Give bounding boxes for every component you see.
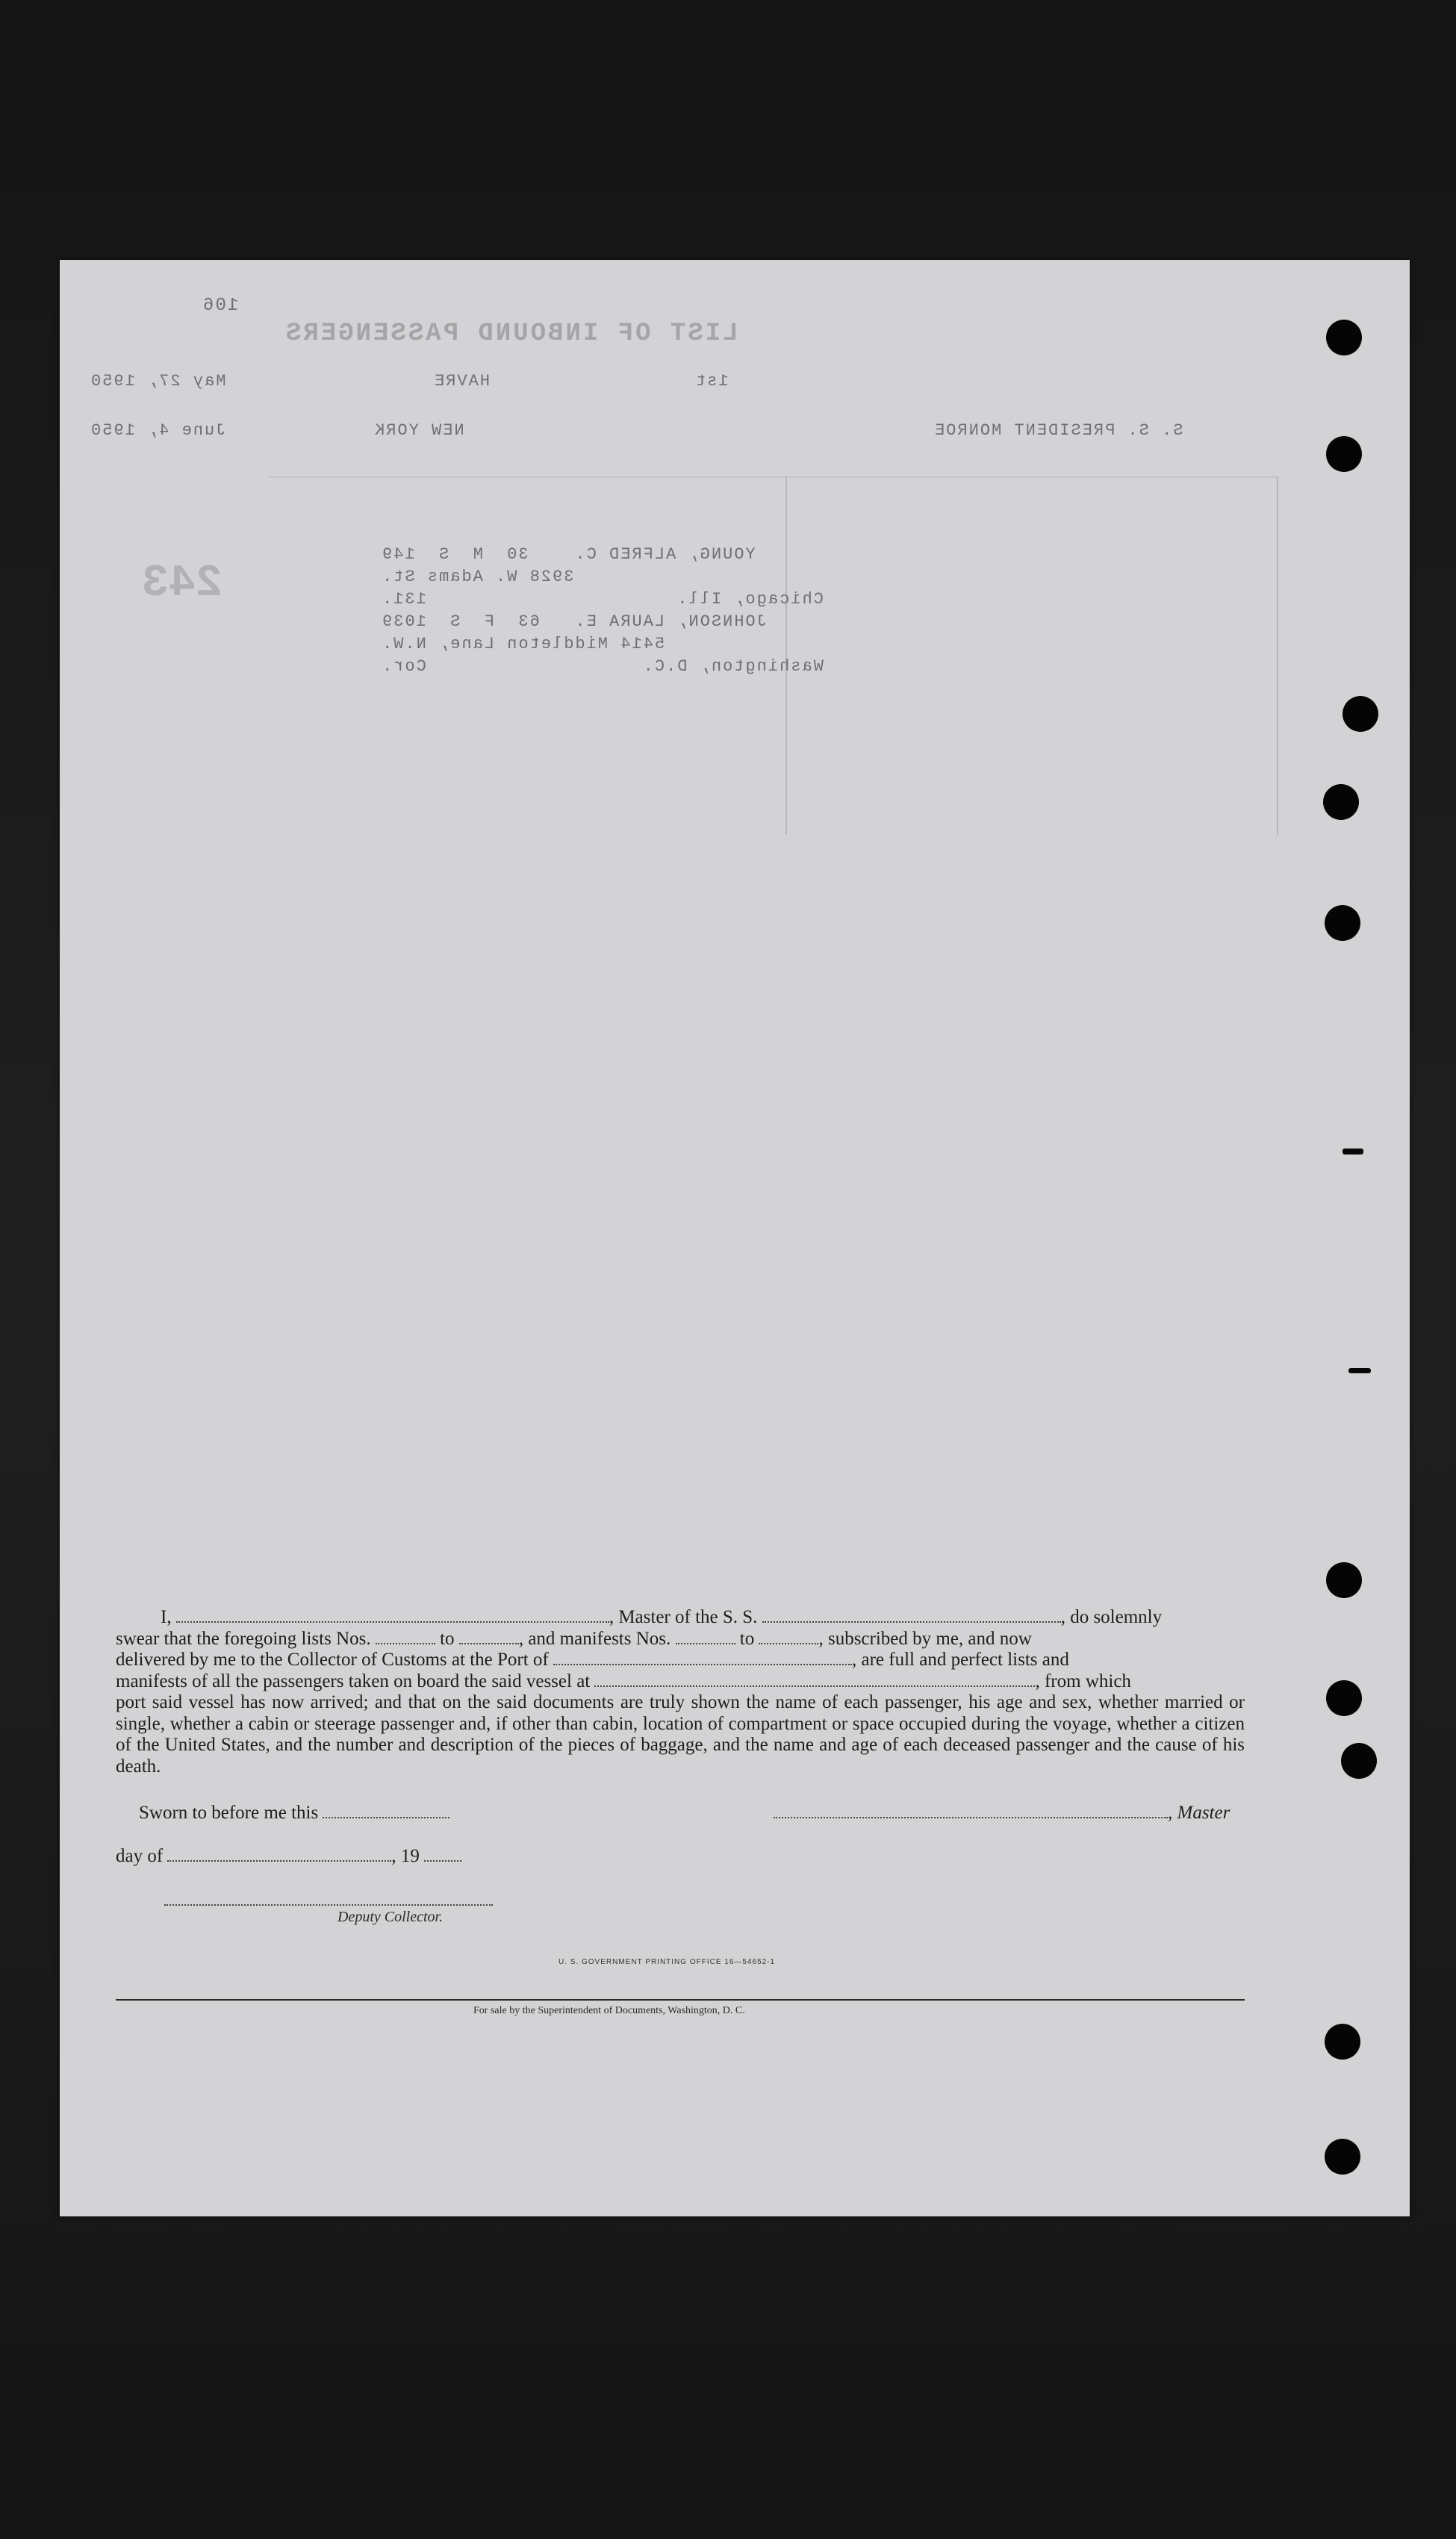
punch-hole	[1326, 436, 1362, 472]
sworn-date-blank	[323, 1803, 449, 1818]
punch-hole	[1326, 320, 1362, 355]
punch-hole	[1343, 696, 1378, 732]
mirrored-list-number: 106	[202, 296, 239, 316]
mirrored-row: Washington, D.C. Cor.	[381, 657, 824, 676]
punch-hole	[1341, 1743, 1377, 1779]
oath-to: to	[739, 1628, 755, 1649]
mirrored-arrival-port: NEW YORK	[373, 421, 464, 440]
oath-swear: swear that the foregoing lists Nos.	[116, 1628, 371, 1649]
list-to-blank	[459, 1629, 519, 1644]
master-signature-blank	[774, 1803, 1168, 1818]
master-signature-label: , Master	[1168, 1803, 1231, 1823]
port-blank	[553, 1650, 852, 1665]
deputy-collector-label: Deputy Collector.	[337, 1909, 444, 1925]
mirrored-from-port: HAVRE	[433, 372, 491, 391]
master-signature-row	[774, 1803, 1230, 1824]
header-rule	[269, 476, 1277, 478]
mirrored-date-arrive: June 4, 1950	[90, 421, 226, 440]
mirrored-row: YOUNG, ALFRED C. 30 M S 149	[381, 545, 756, 564]
list-from-blank	[376, 1629, 435, 1644]
year-blank	[424, 1847, 461, 1862]
oath-manifests: , and manifests Nos.	[518, 1628, 671, 1649]
master-name-blank	[176, 1608, 609, 1623]
punch-hole	[1325, 2024, 1360, 2060]
column-rule	[1277, 476, 1278, 835]
oath-manifests-all: manifests of all the passengers taken on board the said vessel at	[116, 1671, 591, 1691]
oath-full-perfect: , are full and perfect lists and	[852, 1650, 1069, 1670]
oath-do-solemnly: , do solemnly	[1060, 1607, 1163, 1627]
mirrored-title: LIST OF INBOUND PASSENGERS	[284, 320, 738, 348]
oath-to: to	[440, 1628, 455, 1649]
mirrored-row: 3928 W. Adams St.	[381, 568, 574, 586]
mirrored-date-depart: May 27, 1950	[90, 372, 226, 391]
sworn-label: Sworn to before me this	[139, 1803, 319, 1823]
sale-notice: For sale by the Superintendent of Documents, Washington, D. C.	[473, 2005, 745, 2016]
oath-subscribed: , subscribed by me, and now	[818, 1628, 1032, 1649]
mirrored-row: Chicago, Ill. 131.	[381, 590, 824, 609]
column-rule	[785, 476, 787, 835]
manifest-from-blank	[676, 1629, 735, 1644]
oath-master-of: , Master of the S. S.	[609, 1607, 758, 1627]
gpo-imprint: U. S. GOVERNMENT PRINTING OFFICE 16—54652-1	[559, 1958, 776, 1966]
punch-hole	[1325, 2139, 1360, 2175]
manifest-page	[60, 260, 1410, 2216]
punch-hole	[1326, 1562, 1362, 1598]
day-of-blank	[167, 1847, 391, 1862]
punch-hole	[1326, 1680, 1362, 1716]
mirrored-row: JOHNSON, LAURA E. 63 F S 1039	[381, 612, 767, 631]
oath-intro: I,	[161, 1607, 172, 1627]
mirrored-row: 5414 Middleton Lane, N.W.	[381, 635, 665, 653]
oath-from-which: , from which	[1035, 1671, 1131, 1691]
mirrored-stamp-number: 243	[142, 559, 223, 609]
ship-name-blank	[762, 1608, 1061, 1623]
oath-body: port said vessel has now arrived; and that on the said documents are truly shown the name of each passenger, his age and sex, whether married or single, whether a cabin or steerage passenger and, if other than cabin, location of compartment or space occupied during the voyage, whether a citizen of the United States, and the number and description of the pieces of baggage, and the name and age of each deceased passenger and the cause of his death.	[116, 1692, 1245, 1777]
ink-mark	[1343, 1149, 1363, 1154]
oath-paragraph	[116, 1607, 1245, 1777]
deputy-signature-line	[164, 1904, 493, 1906]
mirrored-class: 1st	[694, 372, 729, 391]
footer-rule	[116, 1999, 1245, 2001]
manifest-to-blank	[759, 1629, 818, 1644]
sworn-row	[139, 1803, 449, 1824]
day-of-label: day of	[116, 1846, 164, 1866]
mirrored-vessel: S. S. PRESIDENT MONROE	[933, 421, 1183, 440]
year-label: , 19	[391, 1846, 420, 1866]
punch-hole	[1323, 784, 1359, 820]
ink-mark	[1348, 1368, 1371, 1373]
day-of-row	[116, 1846, 461, 1867]
port-of-origin-blank	[594, 1672, 1035, 1687]
punch-hole	[1325, 905, 1360, 941]
oath-delivered: delivered by me to the Collector of Customs at the Port of	[116, 1650, 549, 1670]
